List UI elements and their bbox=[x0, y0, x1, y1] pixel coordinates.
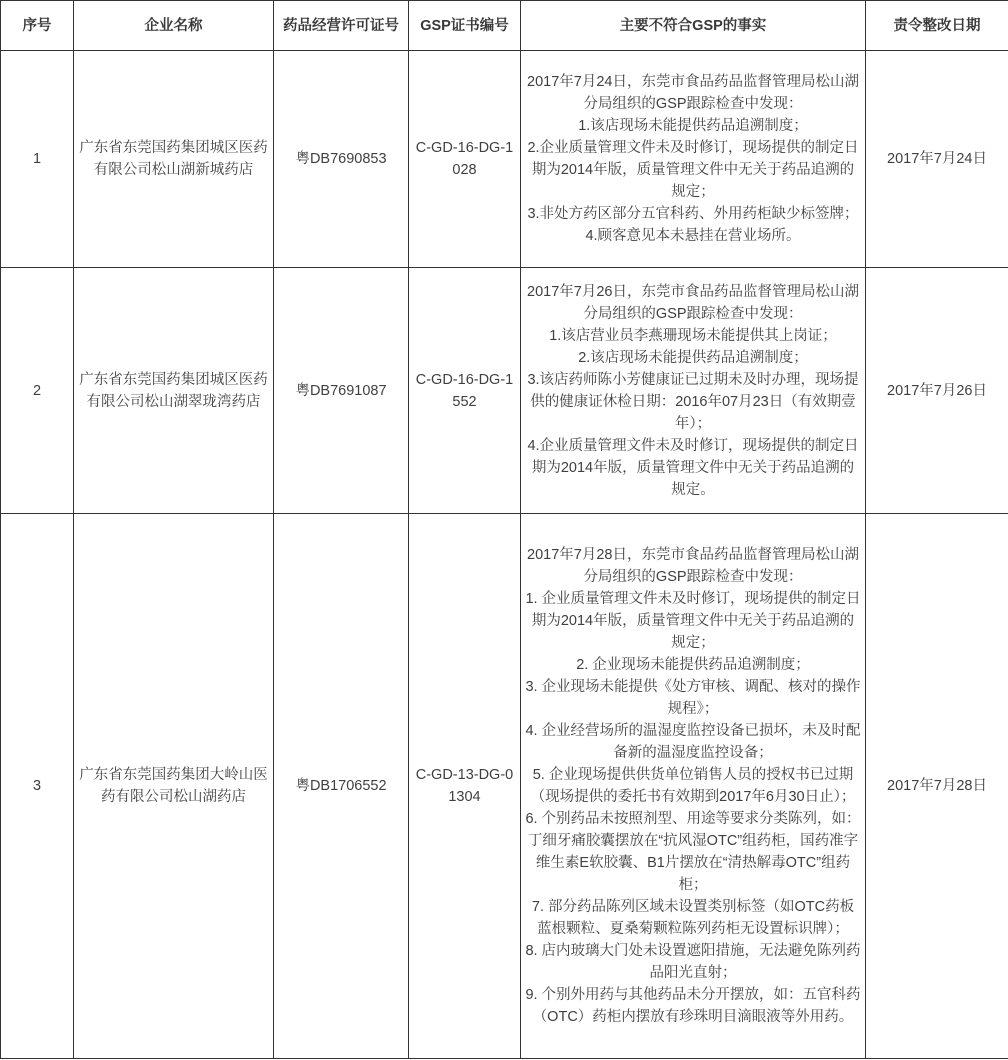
fact-paragraph: 4.顾客意见本未悬挂在营业场所。 bbox=[585, 228, 801, 244]
serial-cell: 3 bbox=[1, 514, 74, 1059]
date-cell: 2017年7月28日 bbox=[866, 514, 1008, 1059]
fact-paragraph: 6. 个别药品未按照剂型、用途等要求分类陈列，如：丁细牙痛胶囊摆放在“抗风湿OTC”组药柜，国药准字维生素E软胶囊、B1片摆放在“清热解毒OTC”组药柜； bbox=[525, 811, 861, 893]
facts-cell bbox=[521, 268, 866, 514]
fact-paragraph: 8. 店内玻璃大门处未设置遮阳措施，无法避免陈列药品阳光直射； bbox=[525, 943, 861, 981]
table-header-row bbox=[1, 1, 1008, 51]
column-header-facts: 主要不符合GSP的事实 bbox=[521, 1, 866, 51]
fact-paragraph: 1.该店现场未能提供药品追溯制度； bbox=[578, 118, 808, 134]
facts-cell bbox=[521, 51, 866, 268]
company-name-cell: 广东省东莞国药集团城区医药有限公司松山湖翠珑湾药店 bbox=[74, 268, 274, 514]
fact-paragraph: 1.该店营业员李燕珊现场未能提供其上岗证； bbox=[549, 327, 837, 344]
serial-cell: 2 bbox=[1, 268, 74, 514]
fact-paragraph: 4.企业质量管理文件未及时修订，现场提供的制定日期为2014年版，质量管理文件中无关于药品追溯的规定。 bbox=[527, 437, 859, 498]
table-row bbox=[1, 268, 1008, 514]
fact-paragraph: 4. 企业经营场所的温湿度监控设备已损坏，未及时配备新的温湿度监控设备； bbox=[525, 723, 861, 761]
fact-paragraph: 7. 部分药品陈列区域未设置类别标签（如OTC药板蓝根颗粒、夏桑菊颗粒陈列药柜无设置标识牌）； bbox=[531, 899, 855, 937]
cert-cell: C-GD-16-DG-1552 bbox=[409, 268, 521, 514]
table-row bbox=[1, 514, 1008, 1059]
fact-paragraph: 3.该店药师陈小芳健康证已过期未及时办理，现场提供的健康证休检日期：2016年07月23日（有效期壹年）； bbox=[527, 371, 859, 432]
fact-paragraph: 9. 个别外用药与其他药品未分开摆放，如：五官科药（OTC）药柜内摆放有珍珠明目滴眼液等外用药。 bbox=[525, 987, 861, 1025]
column-header-company: 企业名称 bbox=[74, 1, 274, 51]
fact-paragraph: 2.企业质量管理文件未及时修订，现场提供的制定日期为2014年版，质量管理文件中无关于药品追溯的规定； bbox=[527, 140, 859, 200]
table-row bbox=[1, 51, 1008, 268]
fact-paragraph: 2017年7月28日，东莞市食品药品监督管理局松山湖分局组织的GSP跟踪检查中发现： bbox=[527, 547, 859, 585]
serial-cell: 1 bbox=[1, 51, 74, 268]
facts-paragraphs bbox=[525, 281, 861, 501]
facts-paragraphs bbox=[525, 544, 861, 1028]
fact-paragraph: 2017年7月26日，东莞市食品药品监督管理局松山湖分局组织的GSP跟踪检查中发现： bbox=[527, 283, 859, 322]
fact-paragraph: 3. 企业现场未能提供《处方审核、调配、核对的操作规程》； bbox=[525, 679, 861, 717]
company-name-cell: 广东省东莞国药集团大岭山医药有限公司松山湖药店 bbox=[74, 514, 274, 1059]
cert-cell: C-GD-16-DG-1028 bbox=[409, 51, 521, 268]
facts-cell bbox=[521, 514, 866, 1059]
facts-paragraphs bbox=[525, 71, 861, 247]
fact-paragraph: 1. 企业质量管理文件未及时修订，现场提供的制定日期为2014年版，质量管理文件中无关于药品追溯的规定； bbox=[525, 591, 861, 651]
column-header-license: 药品经营许可证号 bbox=[274, 1, 409, 51]
license-cell: 粤DB1706552 bbox=[274, 514, 409, 1059]
fact-paragraph: 2017年7月24日，东莞市食品药品监督管理局松山湖分局组织的GSP跟踪检查中发现： bbox=[527, 74, 859, 112]
fact-paragraph: 5. 企业现场提供供货单位销售人员的授权书已过期（现场提供的委托书有效期到2017年6月30日止）； bbox=[530, 767, 856, 805]
date-cell: 2017年7月26日 bbox=[866, 268, 1008, 514]
license-cell: 粤DB7691087 bbox=[274, 268, 409, 514]
column-header-serial: 序号 bbox=[1, 1, 74, 51]
fact-paragraph: 2. 企业现场未能提供药品追溯制度； bbox=[576, 657, 810, 673]
column-header-cert: GSP证书编号 bbox=[409, 1, 521, 51]
license-cell: 粤DB7690853 bbox=[274, 51, 409, 268]
fact-paragraph: 3.非处方药区部分五官科药、外用药柜缺少标签牌； bbox=[527, 206, 859, 222]
cert-cell: C-GD-13-DG-01304 bbox=[409, 514, 521, 1059]
company-name-cell: 广东省东莞国药集团城区医药有限公司松山湖新城药店 bbox=[74, 51, 274, 268]
fact-paragraph: 2.该店现场未能提供药品追溯制度； bbox=[578, 349, 808, 366]
date-cell: 2017年7月24日 bbox=[866, 51, 1008, 268]
column-header-date: 责令整改日期 bbox=[866, 1, 1008, 51]
